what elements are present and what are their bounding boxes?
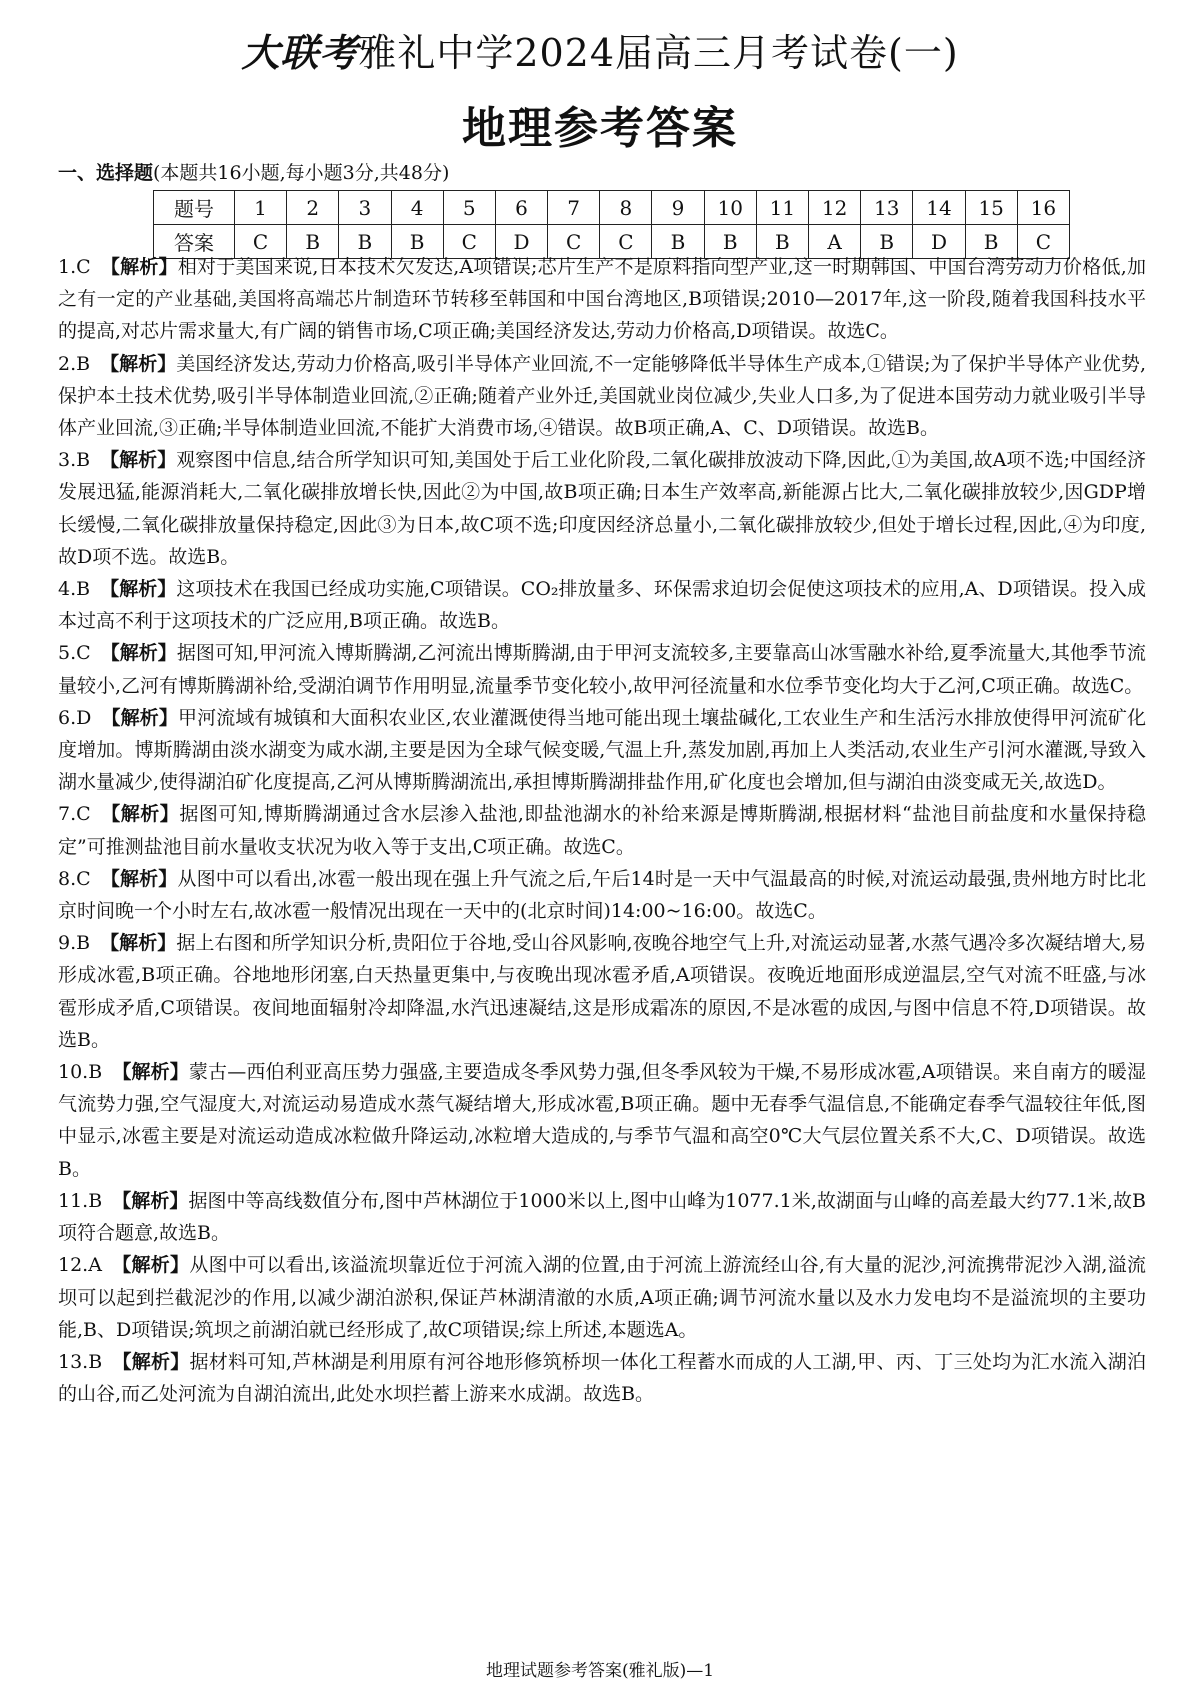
list-item: [58, 251, 1146, 348]
explanation-tag: 【解析】: [111, 1254, 190, 1277]
item-text: 据图可知,博斯腾湖通过含水层渗入盐池,即盐池湖水的补给来源是博斯腾湖,根据材料“盐池目前盐度和水量保持稳定”可推测盐池目前水量收支状况为收入等于支出,C项正确。故选C。: [58, 803, 1146, 858]
answer-cell: B: [391, 225, 443, 259]
item-number: 13.B: [58, 1350, 103, 1373]
answer-cell: B: [861, 225, 913, 259]
item-number: 7.C: [58, 803, 91, 826]
item-text: 据图可知,甲河流入博斯腾湖,乙河流出博斯腾湖,由于甲河支流较多,主要靠高山冰雪融水补给,夏季流量大,其他季节流量较小,乙河有博斯腾湖补给,受湖泊调节作用明显,流量季节变化较小,故甲河径流量和水位季节变化均大于乙河,C项正确。故选C。: [58, 642, 1146, 697]
answer-cell: A: [809, 225, 861, 259]
explanation-tag: 【解析】: [100, 578, 177, 601]
explanation-tag: 【解析】: [100, 867, 178, 890]
item-text: 据上右图和所学知识分析,贵阳位于谷地,受山谷风影响,夜晚谷地空气上升,对流运动显著,水蒸气遇冷多次凝结增大,易形成冰雹,B项正确。谷地地形闭塞,白天热量更集中,与夜晚出现冰雹矛盾,A项错误。夜晚近地面形成逆温层,空气对流不旺盛,与冰雹形成矛盾,C项错误。夜间地面辐射冷却降温,水汽迅速凝结,这是形成霜冻的原因,不是冰雹的成因,与图中信息不符,D项错误。故选B。: [58, 932, 1146, 1051]
explanation-tag: 【解析】: [101, 706, 178, 729]
list-item: [58, 573, 1146, 637]
exam-header: [0, 22, 1200, 77]
explanation-tag: 【解析】: [112, 1189, 189, 1212]
question-number-cell: 10: [704, 191, 756, 225]
item-text: 美国经济发达,劳动力价格高,吸引半导体产业回流,不一定能够降低半导体生产成本,①错误;为了保护半导体产业优势,保护本土技术优势,吸引半导体制造业回流,②正确;随着产业外迁,美国就业岗位减少,失业人口多,为了促进本国劳动力就业吸引半导体产业回流,③正确;半导体制造业回流,不能扩大消费市场,④错误。故B项正确,A、C、D项错误。故选B。: [58, 352, 1146, 440]
question-number-cell: 13: [861, 191, 913, 225]
question-number-cell: 14: [913, 191, 965, 225]
explanation-tag: 【解析】: [100, 642, 177, 665]
answer-cell: B: [287, 225, 339, 259]
answer-table: [153, 190, 1070, 259]
item-text: 据材料可知,芦林湖是利用原有河谷地形修筑桥坝一体化工程蓄水而成的人工湖,甲、丙、丁三处均为汇水流入湖泊的山谷,而乙处河流为自湖泊流出,此处水坝拦蓄上游来水成湖。故选B。: [58, 1350, 1146, 1406]
item-text: 据图中等高线数值分布,图中芦林湖位于1000米以上,图中山峰为1077.1米,故湖面与山峰的高差最大约77.1米,故B项符合题意,故选B。: [58, 1189, 1146, 1245]
item-number: 2.B: [58, 352, 91, 375]
answer-cell: B: [339, 225, 391, 259]
item-number: 12.A: [58, 1254, 102, 1277]
item-number: 5.C: [58, 642, 91, 665]
item-number: 9.B: [58, 932, 91, 955]
list-item: [58, 348, 1146, 445]
page-title: 地理参考答案: [462, 103, 738, 154]
question-number-cell: 1: [234, 191, 286, 225]
question-number-cell: 9: [652, 191, 704, 225]
question-number-cell: 11: [756, 191, 808, 225]
item-number: 3.B: [58, 449, 91, 472]
explanation-tag: 【解析】: [112, 1061, 189, 1084]
answer-cell: C: [1017, 225, 1069, 259]
question-number-cell: 3: [339, 191, 391, 225]
item-text: 蒙古—西伯利亚高压势力强盛,主要造成冬季风势力强,但冬季风较为干燥,不易形成冰雹,A项错误。来自南方的暖湿气流势力强,空气湿度大,对流运动易造成水蒸气凝结增大,形成冰雹,B项正确。题中无春季气温信息,不能确定春季气温较往年低,图中显示,冰雹主要是对流运动造成冰粒做升降运动,冰粒增大造成的,与季节气温和高空0℃大气层位置关系不大,C、D项错误。故选B。: [58, 1061, 1146, 1180]
question-number-cell: 4: [391, 191, 443, 225]
list-item: [58, 702, 1146, 799]
explanation-tag: 【解析】: [112, 1350, 190, 1373]
answer-cell: C: [443, 225, 495, 259]
brand-name: 大联考: [241, 31, 359, 75]
answer-cell: D: [495, 225, 547, 259]
item-number: 1.C: [58, 256, 91, 278]
question-number-cell: 15: [965, 191, 1017, 225]
list-item: [58, 1346, 1146, 1410]
explanation-tag: 【解析】: [100, 932, 177, 955]
answer-cell: B: [652, 225, 704, 259]
item-number: 6.D: [58, 706, 92, 729]
explanation-tag: 【解析】: [100, 449, 177, 472]
list-item: [58, 637, 1146, 701]
list-item: [58, 444, 1146, 573]
answer-cell: C: [548, 225, 600, 259]
question-number-cell: 8: [600, 191, 652, 225]
answer-cell: D: [913, 225, 965, 259]
answer-cell: B: [756, 225, 808, 259]
item-text: 相对于美国来说,日本技术欠发达,A项错误;芯片生产不是原料指向型产业,这一时期韩国、中国台湾劳动力价格低,加之有一定的产业基础,美国将高端芯片制造环节转移至韩国和中国台湾地区,B项错误;2010—2017年,这一阶段,随着我国科技水平的提高,对芯片需求量大,有广阔的销售市场,C项正确;美国经济发达,劳动力价格高,D项错误。故选C。: [58, 256, 1146, 343]
item-number: 8.C: [58, 867, 91, 890]
question-number-cell: 6: [495, 191, 547, 225]
page-footer: 地理试题参考答案(雅礼版)—1: [485, 1661, 715, 1681]
question-number-cell: 2: [287, 191, 339, 225]
item-text: 从图中可以看出,冰雹一般出现在强上升气流之后,午后14时是一天中气温最高的时候,对流运动最强,贵州地方时比北京时间晚一个小时左右,故冰雹一般情况出现在一天中的(北京时间)14:00~16:00。故选C。: [58, 867, 1146, 923]
answer-cell: B: [704, 225, 756, 259]
list-item: [58, 1056, 1146, 1185]
list-item: [58, 863, 1146, 927]
item-number: 4.B: [58, 578, 91, 601]
table-row-header: 题号: [154, 191, 235, 225]
exam-title: 雅礼中学2024届高三月考试卷(一): [358, 31, 959, 75]
table-row-header: 答案: [154, 225, 235, 259]
list-item: [58, 927, 1146, 1056]
answer-cell: C: [600, 225, 652, 259]
question-number-cell: 7: [548, 191, 600, 225]
explanation-tag: 【解析】: [100, 256, 178, 278]
answer-table-number-row: [154, 191, 1070, 225]
answer-explanations: [58, 251, 1146, 1410]
list-item: [58, 1185, 1146, 1249]
item-text: 从图中可以看出,该溢流坝靠近位于河流入湖的位置,由于河流上游流经山谷,有大量的泥沙,河流携带泥沙入湖,溢流坝可以起到拦截泥沙的作用,以减少湖泊淤积,保证芦林湖清澈的水质,A项正确;调节河流水量以及水力发电均不是溢流坝的主要功能,B、D项错误;筑坝之前湖泊就已经形成了,故C项错误;综上所述,本题选A。: [58, 1254, 1146, 1341]
explanation-tag: 【解析】: [100, 352, 177, 375]
answer-cell: C: [234, 225, 286, 259]
section-heading-label: 一、选择题: [58, 162, 154, 184]
explanation-tag: 【解析】: [100, 803, 180, 826]
item-text: 甲河流域有城镇和大面积农业区,农业灌溉使得当地可能出现土壤盐碱化,工农业生产和生活污水排放使得甲河流矿化度增加。博斯腾湖由淡水湖变为咸水湖,主要是因为全球气候变暖,气温上升,蒸发加剧,再加上人类活动,农业生产引河水灌溉,导致入湖水量减少,使得湖泊矿化度提高,乙河从博斯腾湖流出,承担博斯腾湖排盐作用,矿化度也会增加,但与湖泊由淡变咸无关,故选D。: [58, 706, 1146, 794]
question-number-cell: 5: [443, 191, 495, 225]
answer-cell: B: [965, 225, 1017, 259]
question-number-cell: 16: [1017, 191, 1069, 225]
section-heading-note: (本题共16小题,每小题3分,共48分): [153, 162, 450, 184]
list-item: [58, 798, 1146, 862]
item-text: 观察图中信息,结合所学知识可知,美国处于后工业化阶段,二氧化碳排放波动下降,因此,①为美国,故A项不选;中国经济发展迅猛,能源消耗大,二氧化碳排放增长快,因此②为中国,故B项正确;日本生产效率高,新能源占比大,二氧化碳排放较少,因GDP增长缓慢,二氧化碳排放量保持稳定,因此③为日本,故C项不选;印度因经济总量小,二氧化碳排放较少,但处于增长过程,因此,④为印度,故D项不选。故选B。: [58, 449, 1146, 568]
list-item: [58, 1249, 1146, 1346]
item-number: 10.B: [58, 1061, 103, 1084]
item-number: 11.B: [58, 1189, 103, 1212]
question-number-cell: 12: [809, 191, 861, 225]
section-heading: [58, 158, 449, 185]
item-text: 这项技术在我国已经成功实施,C项错误。CO₂排放量多、环保需求迫切会促使这项技术的应用,A、D项错误。投入成本过高不利于这项技术的广泛应用,B项正确。故选B。: [58, 578, 1146, 633]
